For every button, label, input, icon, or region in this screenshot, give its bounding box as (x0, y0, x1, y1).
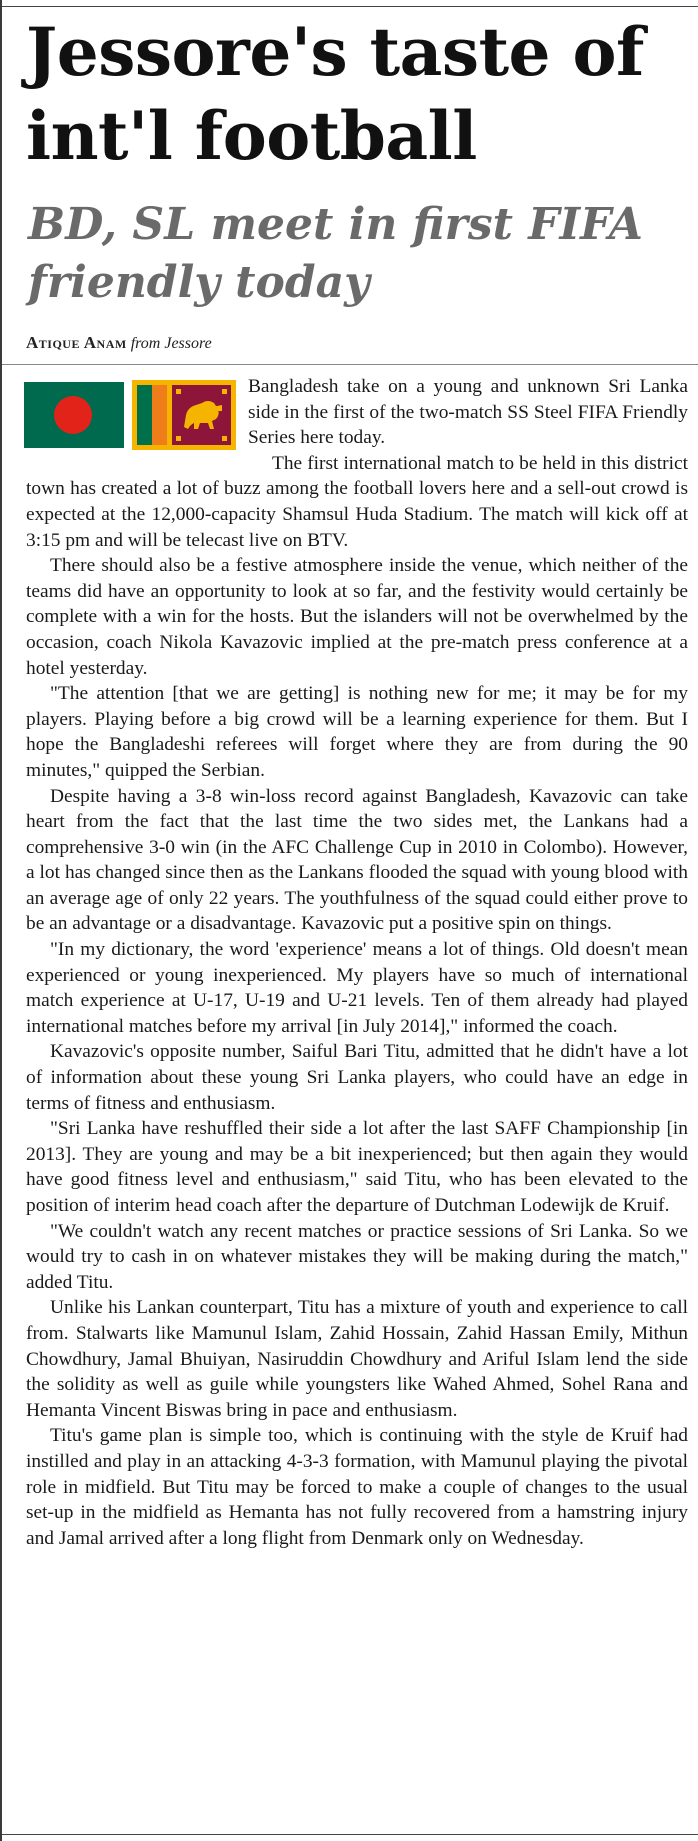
headline: Jessore's taste of int'l football (26, 13, 644, 175)
paragraph-10: Unlike his Lankan counterpart, Titu has a mixture of youth and experience to call from. Stalwarts like Mamunul Islam, Zahid Hossain, Zahid Hassan Emily, Mithun Chowdhury, Jamal Bhuiyan, Nasiruddin Chowdhury and Ariful Islam lend the side the solidity as well as guile while youngsters like Wahed Ahmed, Sohel Rana and Hemanta Vincent Biswas bring in pace and enthusiasm. (26, 1297, 688, 1421)
subheadline: BD, SL meet in first FIFA friendly today (28, 199, 643, 308)
bottom-rule (2, 1834, 698, 1835)
paragraph-1: Bangladesh take on a young and unknown Sri Lanka side in the first of the two-match SS Steel FIFA Friendly Series here today. (248, 376, 688, 449)
paragraph-11: Titu's game plan is simple too, which is continuing with the style de Kruif had instilled and play in an attacking 4-3-3 formation, with Mamunul playing the pivotal role in midfield. But Titu may be forced to make a couple of changes to the usual set-up in the midfield as Hemanta has not fully recovered from a hamstring injury and Jamal arrived after a long flight from Denmark only on Wednesday. (26, 1425, 688, 1549)
paragraph-5: Despite having a 3-8 win-loss record against Bangladesh, Kavazovic can take heart from the fact that the last time the two sides met, the Lankans had a comprehensive 3-0 win (in the AFC Challenge Cup in 2010 in Colombo). However, a lot has changed since then as the Lankans flooded the squad with young blood with an average age of only 22 years. The youthfulness of the squad could either prove to be an advantage or a disadvantage. Kavazovic put a positive spin on things. (26, 785, 688, 935)
paragraph-7: Kavazovic's opposite number, Saiful Bari Titu, admitted that he didn't have a lot of information about these young Sri Lanka players, who could have an edge in terms of fitness and enthusiasm. (26, 1041, 688, 1114)
byline (26, 333, 212, 353)
paragraph-9: "We couldn't watch any recent matches or practice sessions of Sri Lanka. So we would try to cash in on whatever mistakes they will be making during the match," added Titu. (26, 1220, 688, 1293)
paragraph-2: The first international match to be held in this district town has created a lot of buzz among the football lovers here and a sell-out crowd is expected at the 12,000-capacity Shamsul Huda Stadium. The match will kick off at 3:15 pm and will be telecast live on BTV. (26, 452, 688, 551)
top-rule (2, 6, 698, 7)
article-body (26, 374, 688, 1551)
paragraph-4: "The attention [that we are getting] is nothing new for me; it may be for my players. Playing before a big crowd will be a learning experience for them. But I hope the Bangladeshi referees will forget where they are from during the 90 minutes," quipped the Serbian. (26, 683, 688, 781)
flag-spacer (26, 374, 248, 456)
byline-location: from Jessore (130, 335, 212, 352)
byline-author: Atique Anam (26, 333, 127, 352)
paragraph-8: "Sri Lanka have reshuffled their side a lot after the last SAFF Championship [in 2013]. They are young and may be a bit inexperienced; but then again they would have good fitness level and enthusiasm," said Titu, who has been elevated to the position of interim head coach after the departure of Dutchman Lodewijk de Kruif. (26, 1118, 688, 1216)
paragraph-6: "In my dictionary, the word 'experience' means a lot of things. Old doesn't mean experienced or young inexperienced. My players have so much of international match experience at U-17, U-19 and U-21 levels. Ten of them already had played international matches before my arrival [in July 2014]," informed the coach. (26, 939, 688, 1037)
paragraph-3: There should also be a festive atmosphere inside the venue, which neither of the teams did have an opportunity to look at so far, and the festivity would certainly be complete with a win for the hosts. But the islanders will not be overwhelmed by the occasion, coach Nikola Kavazovic implied at the pre-match press conference at a hotel yesterday. (26, 555, 688, 679)
byline-rule (2, 364, 698, 365)
